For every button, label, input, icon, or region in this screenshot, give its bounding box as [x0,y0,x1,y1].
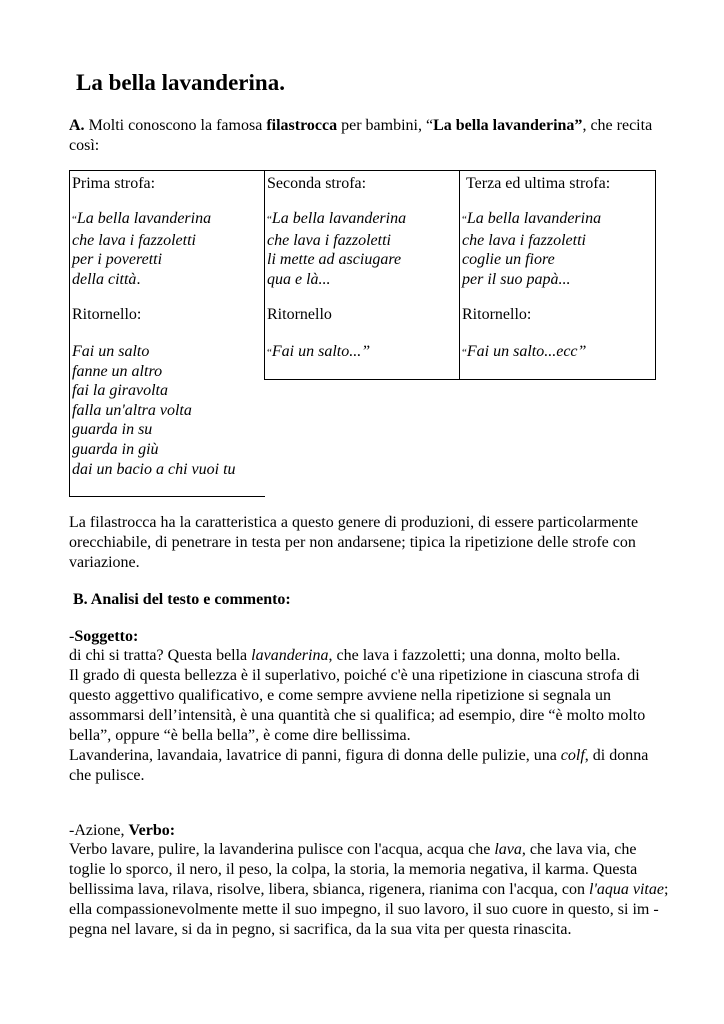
col1-ritornello-label: Ritornello: [72,306,142,323]
description-paragraph: La filastrocca ha la caratteristica a questo genere di produzioni, di essere particolarmente orecchiabile, di penetrare in testa per non andarsene; tipica la ripetizione delle strofe con variazione. [69,514,639,571]
stanza-line: per i poveretti [72,251,163,269]
open-quote: “ [267,347,272,359]
chorus-line: falla un'altra volta [72,401,192,419]
verbo-label: Verbo: [128,822,176,839]
azione-paragraph: Verbo lavare, pulire, la lavanderina pulisce con l'acqua, acqua che lava, che lava via, che toglie lo sporco, il nero, il peso, la colpa, la storia, la memoria negativa, il karma. Questa bellissima lava, rilava, risolve, libera, sbianca, rigenera, rianima con l'acqua, con l'aqua vitae; ella compassionevolmente mette il suo impegno, il suo lavoro, il suo cuore in questo, si im - pegna nel lavare, si da in pegno, si sacrifica, da la sua vita per questa rinascita. [69,841,669,938]
open-quote: “ [462,214,467,226]
stanza-line: della città. [72,270,141,288]
italic-term: colf [560,747,585,764]
chorus-line: Fai un salto [72,343,150,360]
soggetto-body [69,646,669,786]
col1-stanza [72,209,211,289]
italic-term: lava [494,841,522,858]
chorus-line: fai la giravolta [72,382,168,400]
italic-term: l'aqua vitae [589,881,664,898]
col2-stanza [267,209,406,289]
stanza-line: che lava i fazzoletti [462,231,586,249]
col3-chorus: “Fai un salto...ecc” [462,343,587,360]
col2-ritornello-label: Ritornello [267,306,332,323]
stanza-line: “La bella lavanderina [462,210,602,227]
intro-paragraph [69,116,669,156]
stanza-line: “La bella lavanderina [72,210,212,227]
stanza-line: che lava i fazzoletti [72,231,196,249]
intro-text-3: , che recita così: [69,117,653,154]
col3-stanza [462,209,601,289]
open-quote: “ [267,214,272,226]
table-col-third-strophe [459,170,656,380]
intro-bold-filastrocca: filastrocca [266,117,338,134]
page-title: La bella lavanderina. [76,70,285,95]
stanza-line: li mette ad asciugare [267,251,402,269]
stanza-line: qua e là... [267,270,331,288]
italic-term: lavanderina [251,647,329,664]
stanza-line: “La bella lavanderina [267,210,407,227]
col1-heading: Prima strofa: [72,175,156,192]
intro-label: A. [69,117,85,134]
intro-text-2: per bambini, “ [337,117,434,134]
open-quote: “ [462,347,467,359]
stanza-line: che lava i fazzoletti [267,231,391,249]
intro-bold-title: La bella lavanderina” [433,117,583,134]
soggetto-paragraph: Lavanderina, lavandaia, lavatrice di panni, figura di donna delle pulizie, una colf, di donna che pulisce. [69,747,649,784]
intro-text-1: Molti conoscono la famosa [84,117,267,134]
soggetto-label: Soggetto: [74,628,139,645]
section-b-heading: B. Analisi del testo e commento: [73,591,291,608]
table-col-first-strophe [69,170,265,497]
soggetto-paragraph: Il grado di questa bellezza è il superlativo, poiché c'è una ripetizione in ciascuna strofa di questo aggettivo qualificativo, e come sempre avviene nella ripetizione si segnala un assommarsi dell’intensità, è una quantità che si qualifica; ad esempio, dire “è molto molto bella”, oppure “è bella bella”, è come dire bellissima. [69,667,646,744]
stanza-line: coglie un fiore [462,251,555,269]
open-quote: “ [72,214,77,226]
azione-heading: -Azione, Verbo: [69,822,176,839]
chorus-line: guarda in giù [72,440,159,458]
col2-heading: Seconda strofa: [267,175,367,192]
col3-heading: Terza ed ultima strofa: [466,175,611,192]
col3-ritornello-label: Ritornello: [462,306,532,323]
chorus-line: dai un bacio a chi vuoi tu [72,460,236,478]
col2-chorus: “Fai un salto...” [267,343,371,360]
end-mark: . [136,270,141,288]
soggetto-heading: -Soggetto: [69,628,139,645]
col1-chorus [72,342,236,479]
chorus-line: fanne un altro [72,362,163,380]
table-col-second-strophe [264,170,460,380]
stanza-line: per il suo papà... [462,270,571,288]
soggetto-paragraph: di chi si tratta? Questa bella lavanderina, che lava i fazzoletti; una donna, molto bella. [69,647,621,664]
chorus-line: guarda in su [72,421,153,439]
